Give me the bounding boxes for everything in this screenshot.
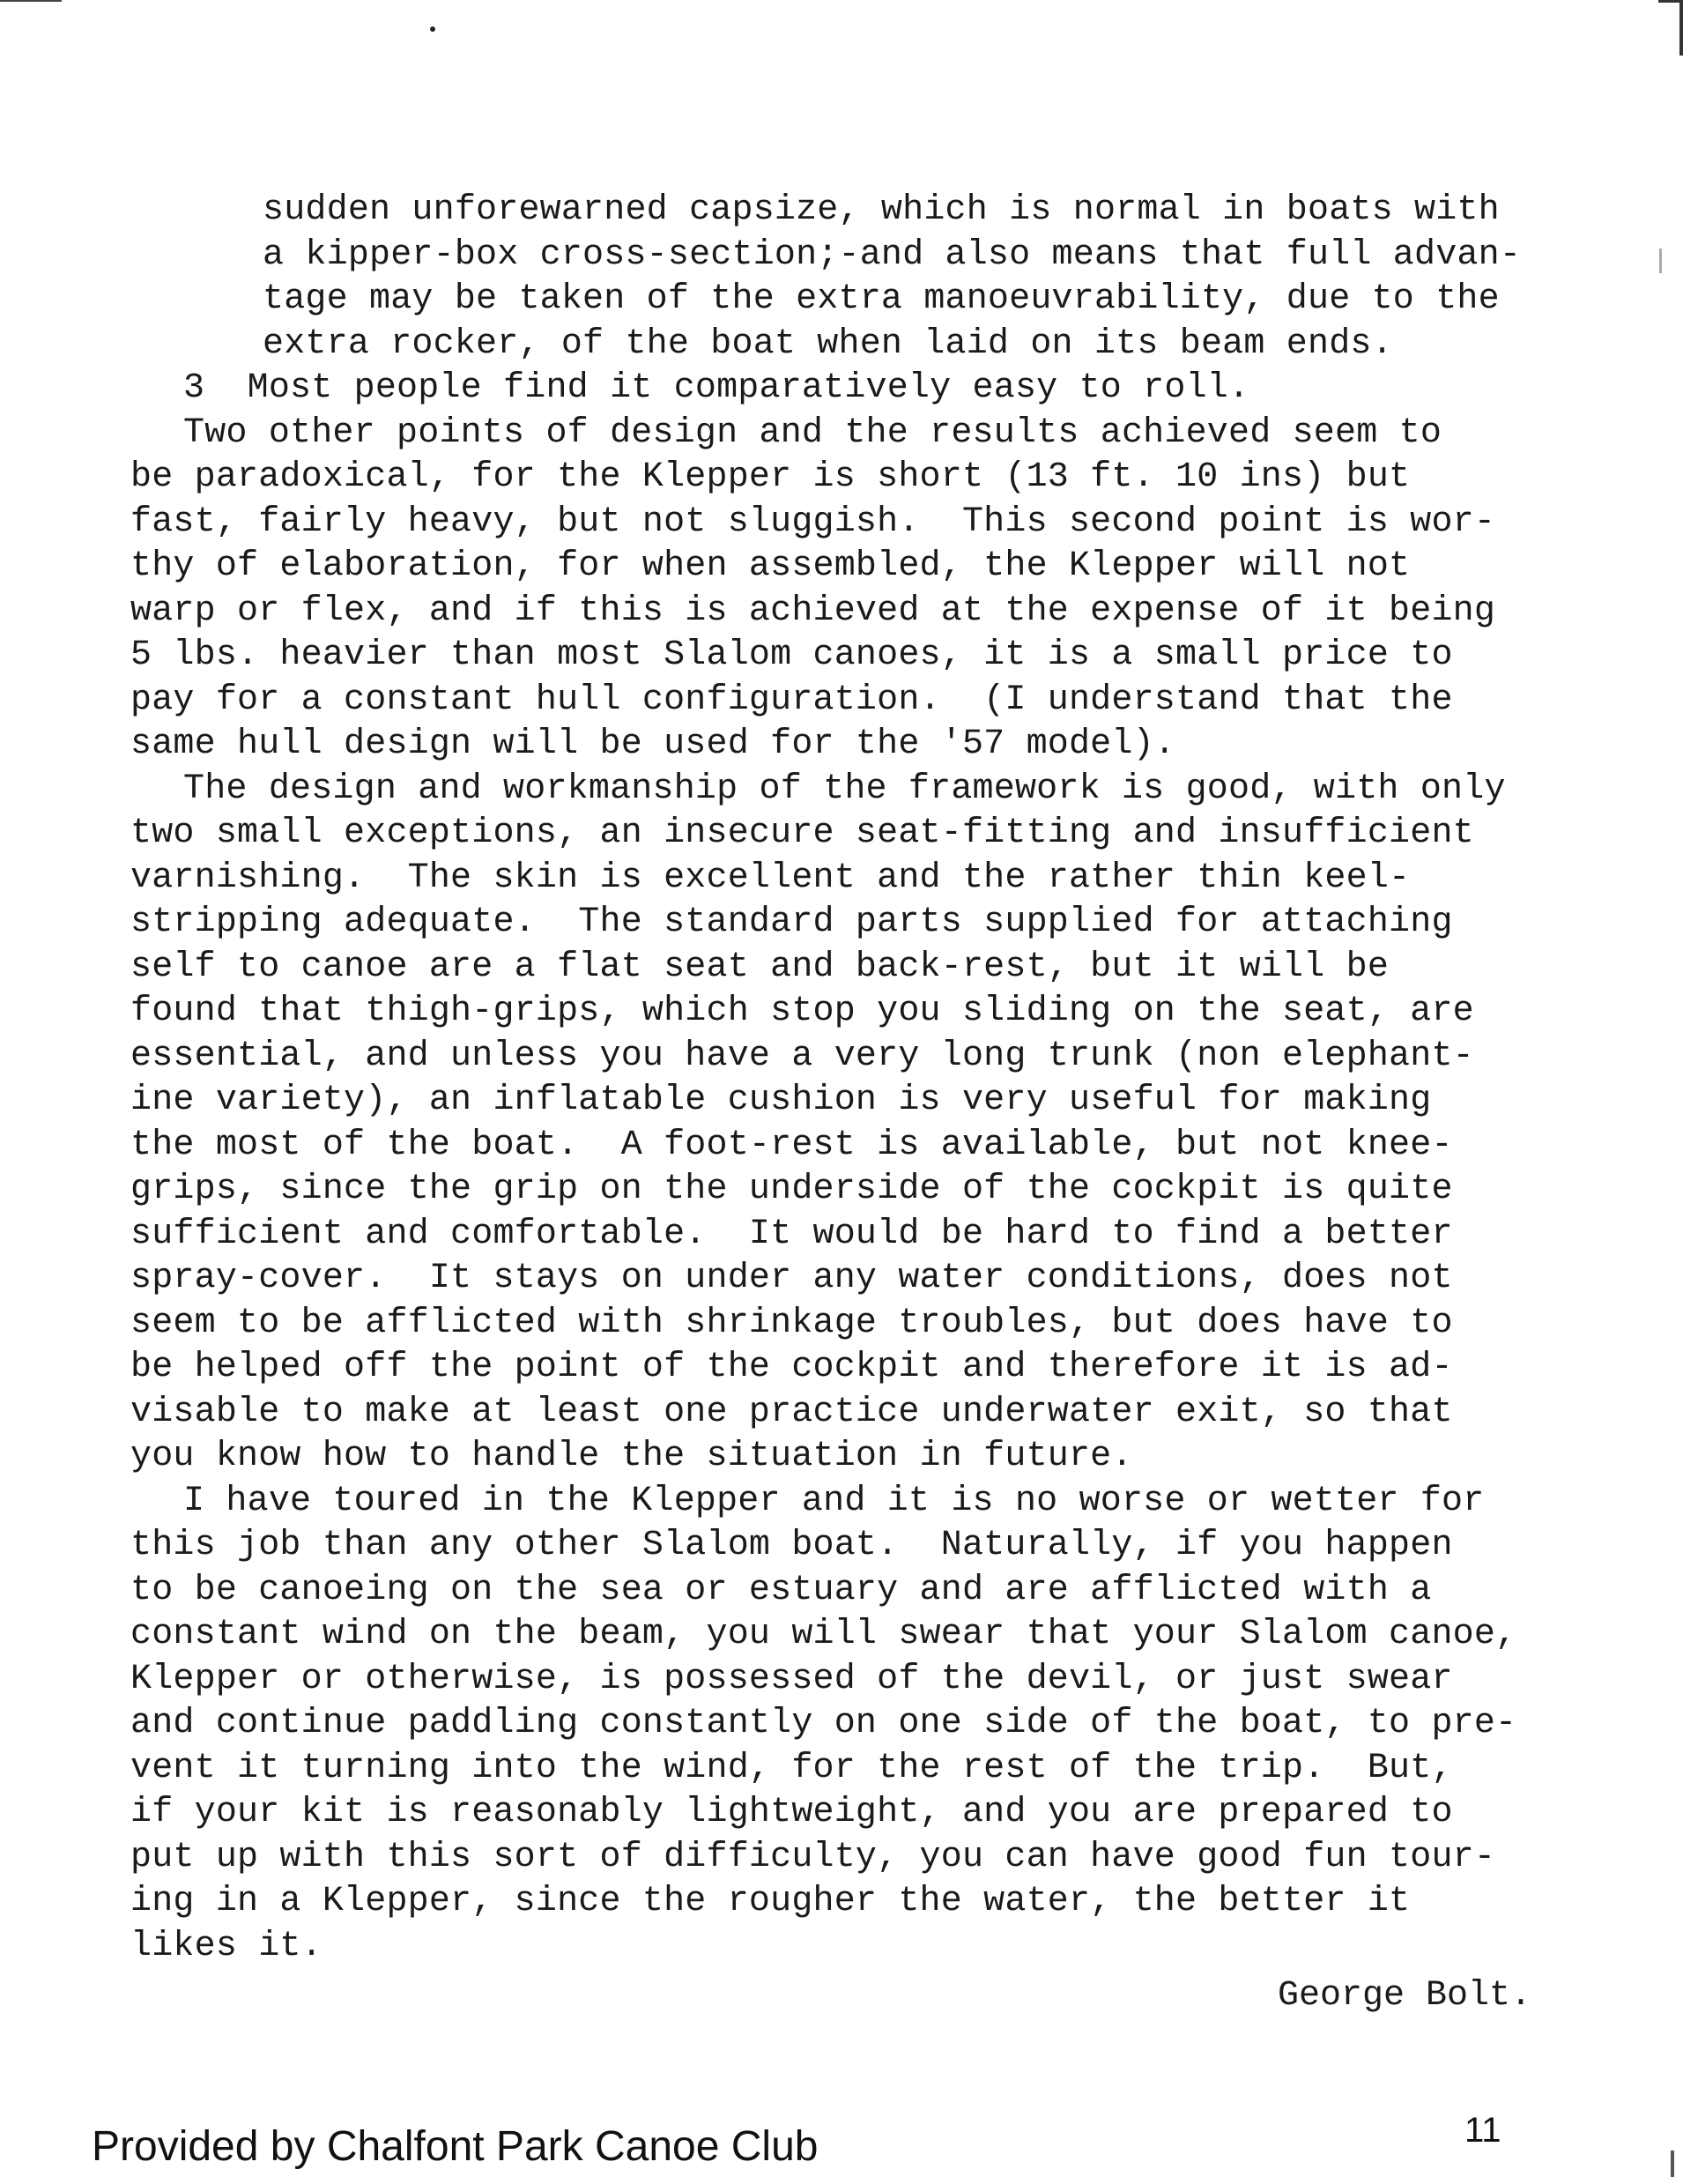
- text-line: and continue paddling constantly on one side of the boat, to pre-: [130, 1704, 1517, 1743]
- author-signature: George Bolt.: [1277, 1976, 1531, 2016]
- page-number: 11: [1464, 2111, 1501, 2150]
- text-line: I have toured in the Klepper and it is no worse or wetter for: [183, 1481, 1485, 1521]
- text-line: if your kit is reasonably lightweight, and you are prepared to: [130, 1793, 1453, 1832]
- text-line: grips, since the grip on the underside of the cockpit is quite: [130, 1170, 1453, 1209]
- text-line: seem to be afflicted with shrinkage troubles, but does have to: [130, 1303, 1453, 1343]
- text-line: ine variety), an inflatable cushion is very useful for making: [130, 1081, 1432, 1120]
- text-line: spray-cover. It stays on under any water conditions, does not: [130, 1259, 1453, 1298]
- text-line: The design and workmanship of the framework is good, with only: [183, 769, 1506, 809]
- text-line: Two other points of design and the results achieved seem to: [183, 412, 1442, 453]
- text-line: be helped off the point of the cockpit and therefore it is ad-: [130, 1348, 1453, 1387]
- text-line: be paradoxical, for the Klepper is short (13 ft. 10 ins) but: [130, 457, 1411, 497]
- text-line: same hull design will be used for the '57 model).: [130, 724, 1175, 764]
- scan-artifact: [1671, 2151, 1674, 2177]
- scan-artifact: [1659, 249, 1662, 273]
- text-line: sudden unforewarned capsize, which is normal in boats with: [263, 190, 1500, 230]
- text-line: warp or flex, and if this is achieved at the expense of it being: [130, 591, 1496, 631]
- text-line: 5 lbs. heavier than most Slalom canoes, it is a small price to: [130, 635, 1453, 675]
- text-line: ing in a Klepper, since the rougher the water, the better it: [130, 1882, 1411, 1921]
- text-line: self to canoe are a flat seat and back-rest, but it will be: [130, 947, 1390, 987]
- text-line: Klepper or otherwise, is possessed of the devil, or just swear: [130, 1659, 1453, 1699]
- text-line: visable to make at least one practice underwater exit, so that: [130, 1392, 1453, 1432]
- text-line: put up with this sort of difficulty, you can have good fun tour-: [130, 1837, 1496, 1877]
- text-line: vent it turning into the wind, for the rest of the trip. But,: [130, 1748, 1453, 1788]
- scan-artifact: [430, 26, 435, 32]
- text-line: found that thigh-grips, which stop you sliding on the seat, are: [130, 992, 1474, 1031]
- text-line: stripping adequate. The standard parts supplied for attaching: [130, 903, 1453, 942]
- article-body: [130, 189, 1575, 1969]
- text-line: essential, and unless you have a very long trunk (non elephant-: [130, 1036, 1474, 1076]
- text-line: 3 Most people find it comparatively easy to roll.: [183, 368, 1250, 408]
- text-line: the most of the boat. A foot-rest is available, but not knee-: [130, 1125, 1453, 1165]
- text-line: two small exceptions, an insecure seat-fitting and insufficient: [130, 813, 1474, 853]
- text-line: to be canoeing on the sea or estuary and are afflicted with a: [130, 1570, 1432, 1610]
- text-line: tage may be taken of the extra manoeuvrability, due to the: [263, 279, 1500, 319]
- text-line: sufficient and comfortable. It would be hard to find a better: [130, 1214, 1453, 1254]
- text-line: constant wind on the beam, you will swear that your Slalom canoe,: [130, 1615, 1517, 1654]
- text-line: pay for a constant hull configuration. (I understand that the: [130, 680, 1453, 720]
- text-line: fast, fairly heavy, but not sluggish. This second point is wor-: [130, 501, 1496, 542]
- text-line: a kipper-box cross-section;-and also means that full advan-: [263, 234, 1522, 275]
- text-line: this job than any other Slalom boat. Naturally, if you happen: [130, 1526, 1453, 1565]
- scan-artifact: [1658, 0, 1683, 56]
- text-line: varnishing. The skin is excellent and the rather thin keel-: [130, 858, 1411, 898]
- scan-artifact: [0, 0, 62, 2]
- text-line: thy of elaboration, for when assembled, the Klepper will not: [130, 546, 1411, 586]
- text-line: you know how to handle the situation in future.: [130, 1437, 1133, 1476]
- text-line: likes it.: [130, 1926, 323, 1966]
- footer-credit: Provided by Chalfont Park Canoe Club: [92, 2123, 819, 2170]
- text-line: extra rocker, of the boat when laid on its beam ends.: [263, 323, 1393, 364]
